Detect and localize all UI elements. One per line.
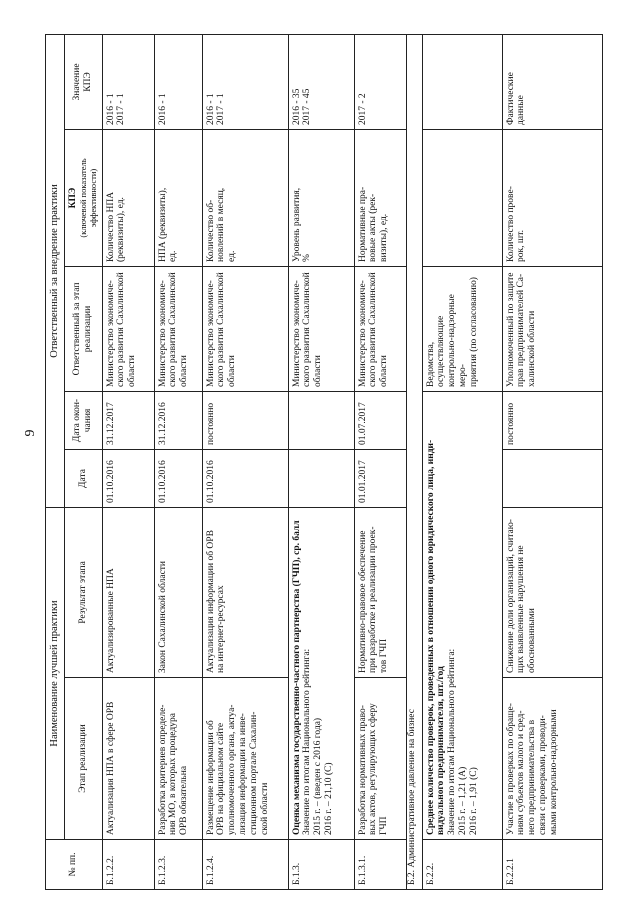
document-page <box>45 35 608 890</box>
header-responsible: Ответственный за этап реализации <box>65 266 102 391</box>
row-responsible: Министерство экономиче- ского развития Сахалинской области <box>202 266 288 391</box>
row-num: Б.1.2.2. <box>102 840 154 890</box>
row-kpi-value <box>422 34 502 129</box>
table-row <box>288 34 354 889</box>
row-kpi-value: 2016 - 35 2017 - 45 <box>288 34 354 129</box>
row-stage: Разработка критериев определе- ния МО, в которых процедура ОРВ обязательна <box>154 678 202 840</box>
indicator-title: Среднее количество проверок, проведенных в отношении одного юридического лица, инди- видуального предпринимателя, шт./год <box>425 439 447 835</box>
row-kpi: Количество об- новлений в месяц, ед. <box>202 129 288 266</box>
row-kpi: НПА (реквизиты), ед. <box>154 129 202 266</box>
row-date: 01.01.2017 <box>354 449 406 507</box>
header-kpi-value: Значение КПЭ <box>65 34 102 129</box>
row-stage: Актуализация НПА в сфере ОРВ <box>102 678 154 840</box>
table-row <box>502 34 602 889</box>
row-responsible: Уполномоченный по защите прав предпринимателей Са- халинской области <box>502 266 602 391</box>
page-number: 9 <box>23 429 38 437</box>
row-kpi-value: 2017 - 2 <box>354 34 406 129</box>
table-row <box>202 34 288 889</box>
row-stage: Разработка нормативных право- вых актов, регулирующих сферу ГЧП <box>354 678 406 840</box>
row-kpi-value: Фактические данные <box>502 34 602 129</box>
row-kpi-value: 2016 - 1 2017 - 1 <box>102 34 154 129</box>
row-result: Снижение доли организаций, считаю- щих выявленные нарушения не обоснованными <box>502 507 602 677</box>
row-date <box>288 449 354 507</box>
row-date-end: постоянно <box>202 391 288 449</box>
row-date-end: 31.12.2017 <box>102 391 154 449</box>
row-responsible: Министерство экономиче- ского развития Сахалинской области <box>154 266 202 391</box>
row-result: Нормативно-правовое обеспечение при разработке и реализации проек- тов ГЧП <box>354 507 406 677</box>
rotated-table-wrapper <box>45 35 608 890</box>
header-kpi <box>65 129 102 266</box>
table-row <box>422 34 502 889</box>
row-kpi-value: 2016 - 1 <box>154 34 202 129</box>
indicator-values: Значение по итогам Национального рейтинга: 2015 г. – (введен с 2016 года) 2016 г. – 21,10 (С) <box>302 648 335 835</box>
section-row <box>406 34 422 889</box>
section-title: Б.2. Административное давление на бизнес <box>406 34 422 889</box>
row-kpi: Нормативные пра- вовые акты (рек- визиты), ед. <box>354 129 406 266</box>
row-date-end: 01.07.2017 <box>354 391 406 449</box>
row-kpi-value: 2016 - 1 2017 - 1 <box>202 34 288 129</box>
row-date <box>502 449 602 507</box>
table-row <box>354 34 406 889</box>
header-stage: Этап реализации <box>65 678 102 840</box>
row-num: Б.2.2. <box>422 840 502 890</box>
row-date: 01.10.2016 <box>102 449 154 507</box>
row-date: 01.10.2016 <box>154 449 202 507</box>
indicator-values: Значение по итогам Национального рейтинга: 2015 г. – 1,21 (А) 2016 г. – 1,91 (С) <box>447 648 480 835</box>
header-result: Результат этапа <box>65 507 102 677</box>
row-date-end: постоянно <box>502 391 602 449</box>
header-row-groups <box>46 34 65 889</box>
practice-table <box>45 34 603 890</box>
row-num: Б.1.2.3. <box>154 840 202 890</box>
row-result: Закон Сахалинской области <box>154 507 202 677</box>
row-num: Б.1.3.1. <box>354 840 406 890</box>
row-indicator <box>288 507 354 839</box>
header-group-responsible: Ответственный за внедрение практики <box>46 34 65 507</box>
header-group-practice: Наименование лучшей практики <box>46 507 65 839</box>
indicator-title: Оценка механизма государственно-частного партнерства (ГЧП), ср. балл <box>291 520 302 835</box>
row-kpi <box>422 129 502 266</box>
row-num: Б.2.2.1 <box>502 840 602 890</box>
header-kpi-title: КПЭ <box>68 187 79 209</box>
row-responsible: Ведомства, осуществляющие контрольно-надзорные меро- приятия (по согласованию) <box>422 266 502 391</box>
row-indicator <box>422 391 502 839</box>
header-row-columns <box>65 34 102 889</box>
row-responsible: Министерство экономиче- ского развития Сахалинской области <box>102 266 154 391</box>
header-date-end: Дата окон- чания <box>65 391 102 449</box>
row-kpi: Количество прове- рок, шт. <box>502 129 602 266</box>
row-num: Б.1.2.4. <box>202 840 288 890</box>
row-responsible: Министерство экономиче- ского развития Сахалинской области <box>288 266 354 391</box>
row-stage: Участие в проверках по обраще- ниям субъектов малого и сред- него предпринимательства в связи с проверками, проводи- мыми контрольно-надзорными <box>502 678 602 840</box>
row-kpi: Количество НПА (реквизиты), ед. <box>102 129 154 266</box>
row-kpi: Уровень развития, % <box>288 129 354 266</box>
row-date-end: 31.12.2016 <box>154 391 202 449</box>
row-stage: Размещение информации об ОРВ на официальном сайте уполномоченного органа, актуа- лизация информации на инве- стиционном портале Сахалин- ской области <box>202 678 288 840</box>
row-result: Актуализация информации об ОРВ на интернет-ресурсах <box>202 507 288 677</box>
header-kpi-note: (ключевой показатель эффективности) <box>77 158 98 238</box>
header-num: № пп. <box>46 840 103 890</box>
row-date-end <box>288 391 354 449</box>
table-row <box>102 34 154 889</box>
row-result: Актуализированные НПА <box>102 507 154 677</box>
row-date: 01.10.2016 <box>202 449 288 507</box>
header-date: Дата <box>65 449 102 507</box>
table-row <box>154 34 202 889</box>
row-responsible: Министерство экономиче- ского развития Сахалинской области <box>354 266 406 391</box>
row-num: Б.1.3. <box>288 840 354 890</box>
